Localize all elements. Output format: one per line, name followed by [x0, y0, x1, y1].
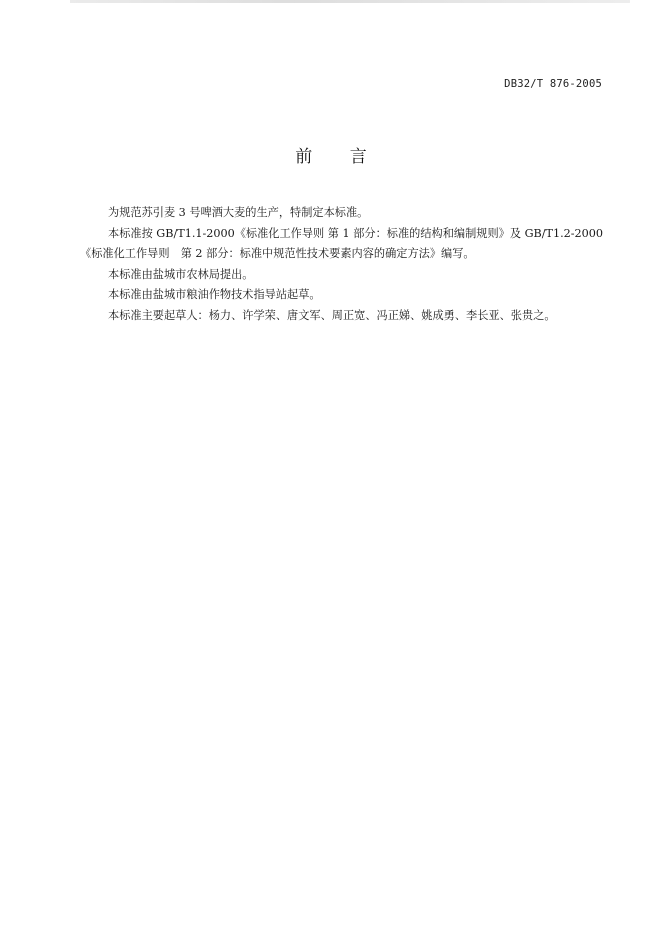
paragraph-proposer: 本标准由盐城市农林局提出。 — [108, 267, 254, 281]
standard-code: DB32/T 876-2005 — [504, 78, 602, 90]
paragraph-purpose: 为规范苏引麦 3 号啤酒大麦的生产，特制定本标准。 — [108, 206, 369, 219]
page-title — [0, 142, 662, 167]
paragraph-drafter-organization: 本标准由盐城市粮油作物技术指导站起草。 — [108, 288, 321, 301]
top-scan-rule — [70, 0, 630, 3]
title-char-2: 言 — [349, 147, 367, 167]
title-char-1: 前 — [295, 147, 313, 167]
paragraph-drafting-basis-continued: 《标准化工作导则 第 2 部分：标准中规范性技术要素内容的确定方法》编写。 — [80, 247, 475, 260]
paragraph-drafters: 本标准主要起草人：杨力、许学荣、唐文军、周正宽、冯正娣、姚成勇、李长亚、张贵之。 — [108, 308, 556, 322]
foreword-body — [80, 203, 606, 326]
paragraph-drafting-basis: 本标准按 GB/T1.1-2000《标准化工作导则 第 1 部分：标准的结构和编制规则》及 GB/T1.2-2000 — [108, 226, 604, 240]
